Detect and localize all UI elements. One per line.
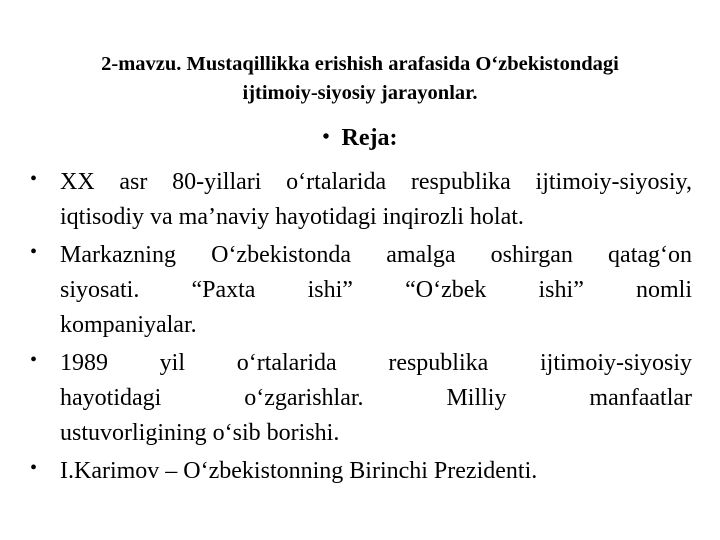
bullet-icon: • — [30, 457, 38, 479]
list-item-line: XX asr 80-yillari o‘rtalarida respublika ijtimoiy-siyosiy, — [60, 169, 692, 195]
plan-list — [30, 165, 692, 492]
list-item — [30, 238, 692, 343]
list-item — [30, 165, 692, 235]
list-item — [30, 454, 692, 489]
list-item-line: Markazning O‘zbekistonda amalga oshirgan qatag‘on — [60, 242, 692, 268]
plan-heading-label: Reja: — [341, 125, 398, 151]
slide-title-line-2: ijtimoiy-siyosiy jarayonlar. — [242, 82, 478, 104]
list-item-line: siyosati. “Paxta ishi” “O‘zbek ishi” nomli — [60, 277, 692, 303]
slide-title-line-1: 2-mavzu. Mustaqillikka erishish arafasida O‘zbekistondagi — [101, 53, 619, 75]
list-item-line: iqtisodiy va ma’naviy hayotidagi inqirozli holat. — [60, 204, 524, 230]
bullet-icon: • — [322, 126, 330, 148]
list-item-line: I.Karimov – O‘zbekistonning Birinchi Prezidenti. — [60, 458, 538, 484]
slide-title — [40, 50, 680, 108]
list-item-line: ustuvorligining o‘sib borishi. — [60, 420, 340, 446]
list-item-line: kompaniyalar. — [60, 312, 197, 338]
plan-heading — [0, 122, 720, 155]
list-item-line: 1989 yil o‘rtalarida respublika ijtimoiy-siyosiy — [60, 350, 692, 376]
bullet-icon: • — [30, 349, 38, 371]
list-item-line: hayotidagi o‘zgarishlar. Milliy manfaatlar — [60, 385, 692, 411]
bullet-icon: • — [30, 168, 38, 190]
list-item — [30, 346, 692, 451]
bullet-icon: • — [30, 241, 38, 263]
